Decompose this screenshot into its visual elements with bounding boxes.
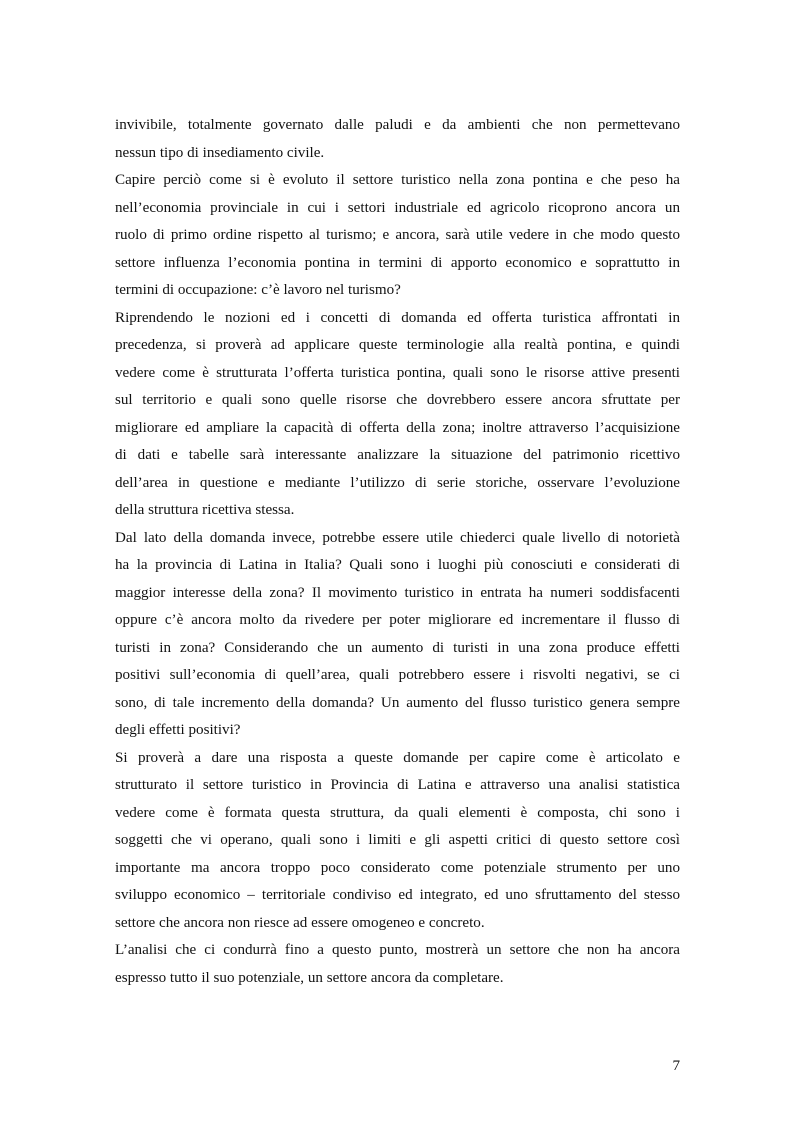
text-line: precedenza, si proverà ad applicare queste terminologie alla realtà pontina, e quindi bbox=[115, 337, 680, 353]
text-line: sviluppo economico – territoriale condiviso ed integrato, ed uno sfruttamento del stesso bbox=[115, 887, 680, 903]
text-line: settore influenza l’economia pontina in termini di apporto economico e soprattutto in bbox=[115, 254, 680, 271]
text-line: nessun tipo di insediamento civile. bbox=[115, 144, 325, 161]
text-line: degli effetti positivi? bbox=[115, 722, 241, 738]
text-line: sono, di tale incremento della domanda? Un aumento del flusso turistico genera sempre bbox=[115, 694, 680, 711]
text-line: di dati e tabelle sarà interessante analizzare la situazione del patrimonio ricettivo bbox=[115, 447, 680, 463]
text-line: Dal lato della domanda invece, potrebbe essere utile chiederci quale livello di notorietà bbox=[115, 529, 680, 546]
document-body bbox=[115, 112, 680, 992]
paragraph bbox=[115, 937, 680, 992]
text-line: sul territorio e quali sono quelle risorse che dovrebbero essere ancora sfruttate per bbox=[115, 392, 680, 408]
text-line: vedere come è formata questa struttura, da quali elementi è composta, chi sono i bbox=[115, 804, 680, 821]
text-line: soggetti che vi operano, quali sono i limiti e gli aspetti critici di questo settore così bbox=[115, 832, 680, 848]
text-line: strutturato il settore turistico in Provincia di Latina e attraverso una analisi statistica bbox=[115, 777, 680, 793]
text-line: invivibile, totalmente governato dalle paludi e da ambienti che non permettevano bbox=[115, 117, 680, 133]
paragraph bbox=[115, 525, 680, 745]
text-line: dell’area in questione e mediante l’utilizzo di serie storiche, osservare l’evoluzione bbox=[115, 474, 680, 491]
text-line: Capire perciò come si è evoluto il settore turistico nella zona pontina e che peso ha bbox=[115, 172, 680, 188]
text-line: Si proverà a dare una risposta a queste domande per capire come è articolato e bbox=[115, 749, 680, 766]
text-line: positivi sull’economia di quell’area, quali potrebbero essere i risvolti negativi, se ci bbox=[115, 667, 680, 683]
page-number: 7 bbox=[672, 1058, 680, 1074]
paragraph bbox=[115, 305, 680, 525]
paragraph bbox=[115, 167, 680, 305]
text-line: ruolo di primo ordine rispetto al turismo; e ancora, sarà utile vedere in che modo questo bbox=[115, 227, 680, 243]
text-line: maggior interesse della zona? Il movimento turistico in entrata ha numeri soddisfacenti bbox=[115, 584, 680, 601]
text-line: importante ma ancora troppo poco considerato come potenziale strumento per uno bbox=[115, 859, 680, 876]
text-line: termini di occupazione: c’è lavoro nel turismo? bbox=[115, 282, 401, 298]
text-line: L’analisi che ci condurrà fino a questo punto, mostrerà un settore che non ha ancora bbox=[115, 942, 680, 958]
text-line: oppure c’è ancora molto da rivedere per poter migliorare ed incrementare il flusso di bbox=[115, 612, 680, 628]
text-line: Riprendendo le nozioni ed i concetti di domanda ed offerta turistica affrontati in bbox=[115, 309, 680, 326]
text-line: della struttura ricettiva stessa. bbox=[115, 502, 295, 518]
text-line: ha la provincia di Latina in Italia? Quali sono i luoghi più conosciuti e considerati di bbox=[115, 557, 680, 573]
text-line: turisti in zona? Considerando che un aumento di turisti in una zona produce effetti bbox=[115, 639, 680, 656]
text-line: settore che ancora non riesce ad essere omogeneo e concreto. bbox=[115, 914, 485, 931]
paragraph bbox=[115, 112, 680, 167]
text-line: migliorare ed ampliare la capacità di offerta della zona; inoltre attraverso l’acquisizione bbox=[115, 419, 680, 436]
text-line: nell’economia provinciale in cui i settori industriale ed agricolo ricoprono ancora un bbox=[115, 199, 680, 216]
paragraph bbox=[115, 745, 680, 938]
text-line: espresso tutto il suo potenziale, un settore ancora da completare. bbox=[115, 969, 504, 986]
text-line: vedere come è strutturata l’offerta turistica pontina, quali sono le risorse attive presenti bbox=[115, 364, 680, 381]
